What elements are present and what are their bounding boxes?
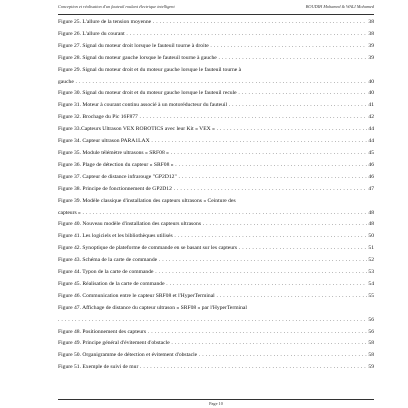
- figure-entry[interactable]: [58, 17, 374, 29]
- figure-entry-title: Figure 37. Capteur de distance infrarouge "GP2D12" . . .: [58, 172, 367, 184]
- figure-entry-title: Figure 41. Les logiciels et les bibliothèques utilisés . . .: [58, 231, 367, 243]
- figure-entry[interactable]: [58, 362, 374, 374]
- figure-entry-title: Figure 39. Modèle classique d'installation des capteurs ultrasons « Ceinture des: [58, 197, 236, 204]
- figure-entry[interactable]: [58, 41, 374, 53]
- figure-entry[interactable]: [58, 255, 374, 267]
- figure-entry-title: Figure 30. Signal du moteur droit et du moteur gauche lorsque le fauteuil recule . . .: [58, 88, 367, 100]
- figure-entry-title: Figure 33.Capteurs Ultrason VEX ROBOTICS avec leur Kit « VEX » . . .: [58, 124, 367, 136]
- figure-entry[interactable]: [58, 184, 374, 196]
- figure-entry-page: 54: [368, 280, 374, 287]
- figure-entry-page: 46: [368, 173, 374, 180]
- figure-entry-page: 48: [368, 221, 374, 228]
- figure-entry-page: 52: [368, 257, 374, 264]
- figure-entry[interactable]: [58, 338, 374, 350]
- figure-entry-continuation: capteurs » . . .: [58, 208, 367, 220]
- figure-entry[interactable]: [58, 231, 374, 243]
- figure-entry-title: Figure 43. Schéma de la carte de commande . . .: [58, 255, 367, 267]
- figure-entry[interactable]: [58, 88, 374, 100]
- figure-entry-page: 44: [368, 138, 374, 145]
- list-of-figures: [58, 17, 374, 374]
- figure-entry-page: 53: [368, 269, 374, 276]
- figure-entry-page: 47: [368, 185, 374, 192]
- figure-entry[interactable]: [58, 279, 374, 291]
- figure-entry[interactable]: [58, 124, 374, 136]
- figure-entry-page: 42: [368, 114, 374, 121]
- figure-entry-title: Figure 36. Plage de détection du capteur « SRF08 » . . .: [58, 160, 367, 172]
- figure-entry-page: 40: [368, 90, 374, 97]
- figure-entry-title: Figure 49. Principe général d'évitement d'obstacle . . .: [58, 338, 367, 350]
- header-title: Conception et réalisation d'un fauteuil roulant électrique intelligent: [58, 4, 175, 9]
- figure-entry-page: 50: [368, 233, 374, 240]
- figure-entry[interactable]: [58, 112, 374, 124]
- figure-entry[interactable]: [58, 219, 374, 231]
- figure-entry-title: Figure 35. Module télémètre ultrasons « SRF08 » . . .: [58, 148, 367, 160]
- figure-entry-title: Figure 50. Organigramme de détection et évitement d'obstacle . . .: [58, 350, 367, 362]
- figure-entry-page: 58: [368, 340, 374, 347]
- figure-entry-page: 44: [368, 126, 374, 133]
- figure-entry[interactable]: [58, 148, 374, 160]
- figure-entry-page: 48: [368, 209, 374, 216]
- figure-entry-page: 56: [368, 316, 374, 323]
- figure-entry-page: 40: [368, 78, 374, 85]
- page-number: Page 10: [209, 401, 223, 406]
- figure-entry-continuation: [58, 315, 367, 327]
- figure-entry[interactable]: [58, 327, 374, 339]
- figure-entry[interactable]: [58, 29, 374, 41]
- figure-entry-title: Figure 31. Moteur à courant continu associé à un motoréducteur du fauteuil . . .: [58, 100, 367, 112]
- figure-entry-title: Figure 28. Signal du moteur gauche lorsque le fauteuil tourne à gauche . . .: [58, 53, 367, 65]
- figure-entry[interactable]: [58, 350, 374, 362]
- figure-entry-title: Figure 45. Réalisation de la carte de commande . . .: [58, 279, 367, 291]
- figure-entry-title: Figure 38. Principe de fonctionnement de GP2D12 . . .: [58, 184, 367, 196]
- figure-entry[interactable]: [58, 303, 374, 327]
- figure-entry[interactable]: [58, 267, 374, 279]
- figure-entry[interactable]: [58, 243, 374, 255]
- figure-entry-title: Figure 44. Typon de la carte de commande . . .: [58, 267, 367, 279]
- figure-entry[interactable]: [58, 172, 374, 184]
- figure-entry-page: 38: [368, 19, 374, 25]
- figure-entry-title: Figure 34. Capteur ultrason PARA1LAX . . .: [58, 136, 367, 148]
- figure-entry-title: Figure 29. Signal du moteur droit et du moteur gauche lorsque le fauteuil tourne à: [58, 66, 242, 73]
- figure-entry-page: 38: [368, 30, 374, 37]
- page-header: [58, 4, 374, 15]
- figure-entry-page: 51: [368, 245, 374, 252]
- figure-entry-title: Figure 42. Synoptique de plateforme de commande en se basant sur les capteurs . . .: [58, 243, 367, 255]
- figure-entry-page: 56: [368, 328, 374, 335]
- figure-entry[interactable]: [58, 291, 374, 303]
- figure-entry-page: 55: [368, 292, 374, 299]
- figure-entry-title: Figure 48. Positionnement des capteurs . . .: [58, 327, 367, 339]
- figure-entry-page: 39: [368, 42, 374, 49]
- page-footer: [58, 399, 374, 406]
- figure-entry-continuation: gauche . . .: [58, 77, 367, 89]
- figure-entry[interactable]: [58, 65, 374, 89]
- figure-entry-title: Figure 47. Affichage de distance du capteur ultrason « SRF08 » par l'HyperTerminal: [58, 304, 247, 311]
- figure-entry-page: 59: [368, 364, 374, 371]
- figure-entry-page: 39: [368, 54, 374, 61]
- figure-entry-title: Figure 26. L'allure du courant . . .: [58, 29, 367, 41]
- figure-entry-title: Figure 25. L'allure de la tension moyenne . . .: [58, 17, 367, 29]
- figure-entry-page: 46: [368, 161, 374, 168]
- figure-entry-title: Figure 32. Brochage du Pic 16F877 . . .: [58, 112, 367, 124]
- figure-entry-page: 41: [368, 102, 374, 109]
- figure-entry-title: Figure 40. Nouveau modèle d'installation des capteurs ultrasons . . .: [58, 219, 367, 231]
- figure-entry-title: Figure 27. Signal du moteur droit lorsque le fauteuil tourne à droite . . .: [58, 41, 367, 53]
- figure-entry[interactable]: [58, 100, 374, 112]
- figure-entry-page: 45: [368, 149, 374, 156]
- figure-entry-title: Figure 51. Exemple de suivi de mur . . .: [58, 362, 367, 374]
- figure-entry[interactable]: [58, 53, 374, 65]
- figure-entry-page: 58: [368, 352, 374, 359]
- figure-entry[interactable]: [58, 136, 374, 148]
- header-authors: BOUDIH Mohamed & WALI Mohamed: [305, 4, 374, 9]
- figure-entry[interactable]: [58, 196, 374, 220]
- figure-entry-title: Figure 46. Communication entre le capteur SRF08 et l'HyperTerminal . . .: [58, 291, 367, 303]
- figure-entry[interactable]: [58, 160, 374, 172]
